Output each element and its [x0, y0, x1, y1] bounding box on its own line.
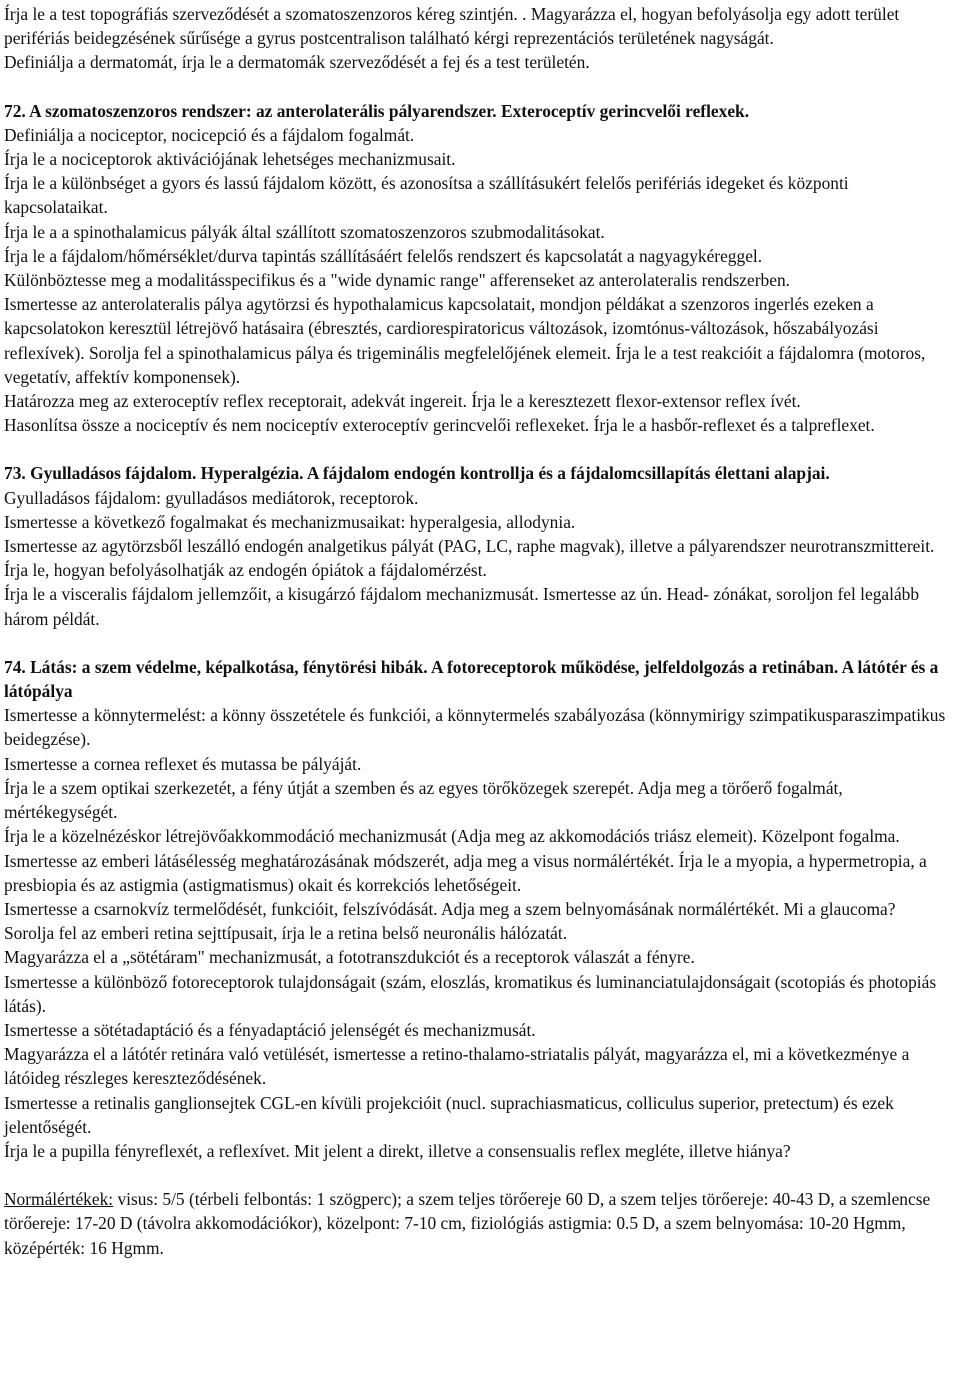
paragraph-line: Ismertesse a könnytermelést: a könny összetétele és funkciói, a könnytermelés szabályozása (könnymirigy szimpatikusparaszimpatikus beidegzése).	[4, 705, 946, 750]
paragraph-line: Különböztesse meg a modalitásspecifikus és a "wide dynamic range" afferenseket az anterolateralis rendszerben.	[4, 270, 790, 291]
paragraph-line: Írja le a pupilla fényreflexét, a reflexívet. Mit jelent a direkt, illetve a consensualis reflex megléte, illetve hiánya?	[4, 1140, 791, 1161]
normal-values	[4, 1187, 954, 1260]
paragraph-line: Ismertesse a csarnokvíz termelődését, funkcióit, felszívódását. Adja meg a szem belnyomásának normálértékét. Mi a glaucoma?	[4, 898, 896, 919]
paragraph-line: Ismertesse a különböző fotoreceptorok tulajdonságait (szám, eloszlás, kromatikus és luminanciatulajdonságait (scotopiás és photopiás látás).	[4, 971, 937, 1016]
paragraph-line: Hasonlítsa össze a nociceptív és nem nociceptív exteroceptív gerincvelői reflexeket. Írja le a hasbőr-reflexet és a talpreflexet.	[4, 415, 875, 436]
intro-line: Definiálja a dermatomát, írja le a dermatomák szerveződését a fej és a test területén.	[4, 52, 590, 73]
paragraph-line: Írja le a különbséget a gyors és lassú fájdalom között, és azonosítsa a szállításukért felelős perifériás idegeket és központi kapcsolataikat.	[4, 173, 849, 218]
paragraph-line: Írja le a visceralis fájdalom jellemzőit, a kisugárzó fájdalom mechanizmusát. Ismertesse az ún. Head- zónákat, soroljon fel legalább három példát.	[4, 584, 920, 629]
section-heading: 72. A szomatoszenzoros rendszer: az anterolaterális pályarendszer. Exteroceptív gerincvelői reflexek.	[4, 100, 750, 121]
paragraph-line: Ismertesse a retinalis ganglionsejtek CGL-en kívüli projekcióit (nucl. suprachiasmaticus, colliculus superior, pretectum) és ezek jelentőségét.	[4, 1092, 894, 1137]
paragraph-line: Sorolja fel az emberi retina sejttípusait, írja le a retina belső neuronális hálózatát.	[4, 923, 568, 944]
paragraph-line: Írja le a szem optikai szerkezetét, a fény útját a szemben és az egyes törőközegek szerepét. Adja meg a törőerő fogalmát, mértékegységét.	[4, 777, 843, 823]
intro-line: Írja le a test topográfiás szerveződését a szomatoszenzoros kéreg szintjén. . Magyarázza el, hogyan befolyásolja egy adott terület perifériás beidegzésének sűrűsége a gyrus postcentralison található kérgi reprezentációs területének nagyságát.	[4, 4, 900, 49]
paragraph-line: Írja le a közelnézéskor létrejövőakkommodáció mechanizmusát (Adja meg az akkomodációs triász elemeit). Közelpont fogalma.	[4, 826, 900, 847]
paragraph-line: Ismertesse a cornea reflexet és mutassa be pályáját.	[4, 753, 362, 774]
section-74	[4, 655, 954, 1163]
intro-block	[4, 2, 954, 75]
paragraph-line: Ismertesse az anterolateralis pálya agytörzsi és hypothalamicus kapcsolatait, mondjon példákat a szenzoros ingerlés ezeken a kapcsolatokon keresztül létrejövő hatásaira (ébresztés, cardiorespiratoricus változások, izomtónus-változások, hőszabályozási reflexívek). Sorolja fel a spinothalamicus pálya és trigeminális megfelelőjének elemeit. Írja le a test reakcióit a fájdalomra (motoros, vegetatív, affektív komponensek).	[4, 294, 926, 387]
normal-values-label: Normálértékek:	[4, 1189, 114, 1210]
paragraph-line: Gyulladásos fájdalom: gyulladásos mediátorok, receptorok.	[4, 487, 419, 508]
normal-values-text: visus: 5/5 (térbeli felbontás: 1 szögperc); a szem teljes törőereje 60 D, a szem teljes törőereje: 40-43 D, a szemlencse törőereje: 17-20 D (távolra akkomodációkor), közelpont: 7-10 cm, fiziológiás astigmia: 0.5 D, a szem belnyomása: 10-20 Hgmm, középérték: 16 Hgmm.	[4, 1189, 931, 1258]
paragraph-line: Írja le a fájdalom/hőmérséklet/durva tapintás szállításáért felelős rendszert és kapcsolatát a nagyagykéreggel.	[4, 245, 763, 266]
section-73	[4, 461, 954, 630]
paragraph-line: Magyarázza el a látótér retinára való vetülését, ismertesse a retino-thalamo-striatalis pályát, magyarázza el, mi a következménye a látóideg részleges kereszteződésének.	[4, 1044, 910, 1089]
section-72	[4, 99, 954, 438]
paragraph-line: Definiálja a nociceptor, nocicepció és a fájdalom fogalmát.	[4, 124, 415, 145]
paragraph-line: Ismertesse az agytörzsből leszálló endogén analgetikus pályát (PAG, LC, raphe magvak), illetve a pályarendszer neurotranszmittereit. Írja le, hogyan befolyásolhatják az endogén ópiátok a fájdalomérzést.	[4, 536, 935, 581]
paragraph-line: Határozza meg az exteroceptív reflex receptorait, adekvát ingereit. Írja le a keresztezett flexor-extensor reflex ívét.	[4, 391, 801, 412]
paragraph-line: Írja le a nociceptorok aktivációjának lehetséges mechanizmusait.	[4, 149, 456, 170]
paragraph-line: Ismertesse az emberi látásélesség meghatározásának módszerét, adja meg a visus normálértékét. Írja le a myopia, a hypermetropia, a presbiopia és az astigmia (astigmatismus) okait és korrekciós lehetőségeit.	[4, 850, 927, 895]
paragraph-line: Ismertesse a sötétadaptáció és a fényadaptáció jelenségét és mechanizmusát.	[4, 1019, 536, 1040]
section-heading: 73. Gyulladásos fájdalom. Hyperalgézia. A fájdalom endogén kontrollja és a fájdalomcsillapítás élettani alapjai.	[4, 463, 830, 484]
paragraph-line: Magyarázza el a „sötétáram" mechanizmusát, a fototranszdukciót és a receptorok válaszát a fényre.	[4, 947, 695, 968]
paragraph-line: Írja le a a spinothalamicus pályák által szállított szomatoszenzoros szubmodalitásokat.	[4, 221, 605, 242]
paragraph-line: Ismertesse a következő fogalmakat és mechanizmusaikat: hyperalgesia, allodynia.	[4, 511, 576, 532]
section-heading: 74. Látás: a szem védelme, képalkotása, fénytörési hibák. A fotoreceptorok működése, jelfeldolgozás a retinában. A látótér és a látópálya	[4, 656, 939, 702]
